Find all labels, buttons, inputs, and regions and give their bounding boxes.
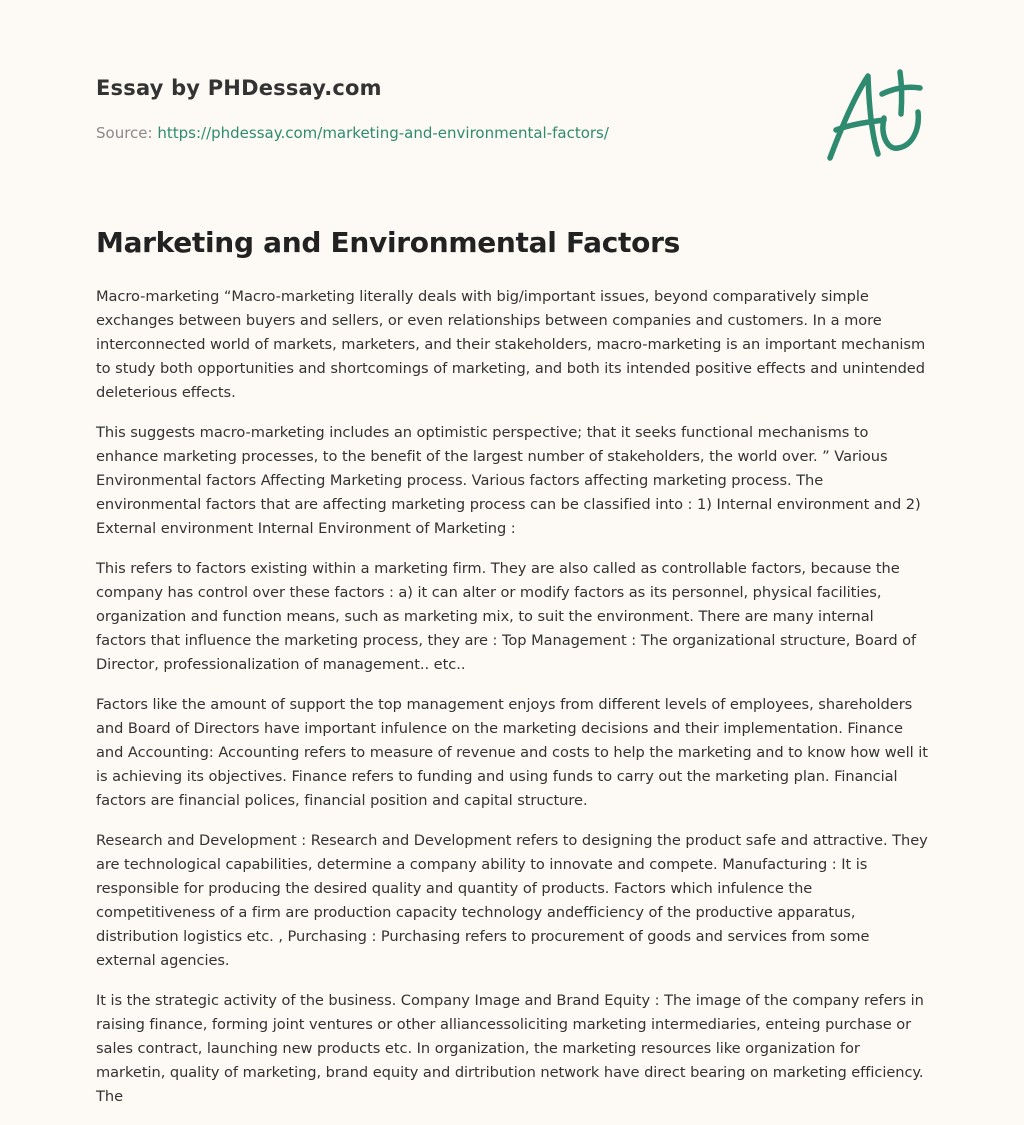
essay-paragraph: Research and Development : Research and Development refers to designing the product safe and attractive. They are technological capabilities, determine a company ability to innovate and compete. Manufacturing : It is responsible for producing the desired quality and quantity of products. Factors which infulence the competitiveness of a firm are production capacity technology andefficiency of the productive apparatus, distribution logistics etc. , Purchasing : Purchasing refers to procurement of goods and services from some external agencies. [96, 832, 928, 969]
source-label: Source: [96, 124, 153, 142]
essay-title: Marketing and Environmental Factors [96, 226, 680, 259]
essay-paragraph: This suggests macro-marketing includes an optimistic perspective; that it seeks functional mechanisms to enhance marketing processes, to the benefit of the largest number of stakeholders, the world over. ” Various Environmental factors Affecting Marketing process. Various factors affecting marketing process. The environmental factors that are affecting marketing process can be classified into : 1) Internal environment and 2) External environment Internal Environment of Marketing : [96, 424, 921, 537]
essay-body [96, 285, 928, 1125]
source-link[interactable]: https://phdessay.com/marketing-and-environmental-factors/ [157, 124, 609, 142]
essay-paragraph: Factors like the amount of support the top management enjoys from different levels of employees, shareholders and Board of Directors have important infulence on the marketing decisions and their implementation. Finance and Accounting: Accounting refers to measure of revenue and costs to help the marketing and to know how well it is achieving its objectives. Finance refers to funding and using funds to carry out the marketing plan. Financial factors are financial polices, financial position and capital structure. [96, 696, 928, 809]
a-plus-logo-icon [822, 66, 930, 166]
site-title: Essay by PHDessay.com [96, 76, 382, 100]
essay-paragraph: This refers to factors existing within a marketing firm. They are also called as controllable factors, because the company has control over these factors : a) it can alter or modify factors as its personnel, physical facilities, organization and function means, such as marketing mix, to suit the environment. There are many internal factors that influence the marketing process, they are : Top Management : The organizational structure, Board of Director, professionalization of management.. etc.. [96, 560, 917, 673]
essay-paragraph: Macro-marketing “Macro-marketing literally deals with big/important issues, beyond comparatively simple exchanges between buyers and sellers, or even relationships between companies and customers. In a more interconnected world of markets, marketers, and their stakeholders, macro-marketing is an important mechanism to study both opportunities and shortcomings of marketing, and both its intended positive effects and unintended deleterious effects. [96, 288, 926, 401]
source-line [96, 124, 609, 142]
essay-paragraph: It is the strategic activity of the business. Company Image and Brand Equity : The image of the company refers in raising finance, forming joint ventures or other alliancessoliciting marketing intermediaries, enteing purchase or sales contract, launching new products etc. In organization, the marketing resources like organization for marketin, quality of marketing, brand equity and dirtribution network have direct bearing on marketing efficiency. The [96, 992, 924, 1105]
